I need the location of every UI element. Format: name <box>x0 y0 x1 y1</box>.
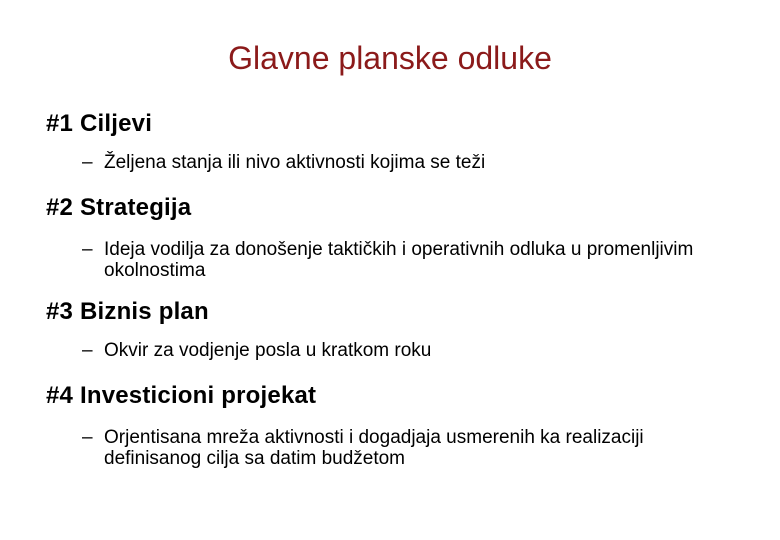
section-biznis-plan <box>46 298 746 361</box>
section-bullet <box>46 340 746 361</box>
section-bullet <box>46 152 746 173</box>
bullet-dash-icon: – <box>82 427 93 448</box>
section-heading: #3 Biznis plan <box>46 298 209 325</box>
section-ciljevi <box>46 110 746 173</box>
section-investicioni-projekat <box>46 382 746 469</box>
bullet-dash-icon: – <box>82 340 93 361</box>
bullet-dash-icon: – <box>82 239 93 260</box>
bullet-text: Željena stanja ili nivo aktivnosti kojima se teži <box>104 152 486 173</box>
section-heading: #1 Ciljevi <box>46 110 153 137</box>
slide-title: Glavne planske odluke <box>228 40 552 76</box>
section-strategija <box>46 194 746 281</box>
bullet-text: Okvir za vodjenje posla u kratkom roku <box>104 340 432 361</box>
section-bullet <box>46 239 746 281</box>
bullet-dash-icon: – <box>82 152 93 173</box>
section-heading: #4 Investicioni projekat <box>46 382 317 409</box>
bullet-text: Orjentisana mreža aktivnosti i dogadjaja usmerenih ka realizaciji definisanog cilja sa datim budžetom <box>104 427 644 469</box>
section-bullet <box>46 427 746 469</box>
bullet-text: Ideja vodilja za donošenje taktičkih i operativnih odluka u promenljivim okolnostima <box>104 239 694 281</box>
section-heading: #2 Strategija <box>46 194 192 221</box>
